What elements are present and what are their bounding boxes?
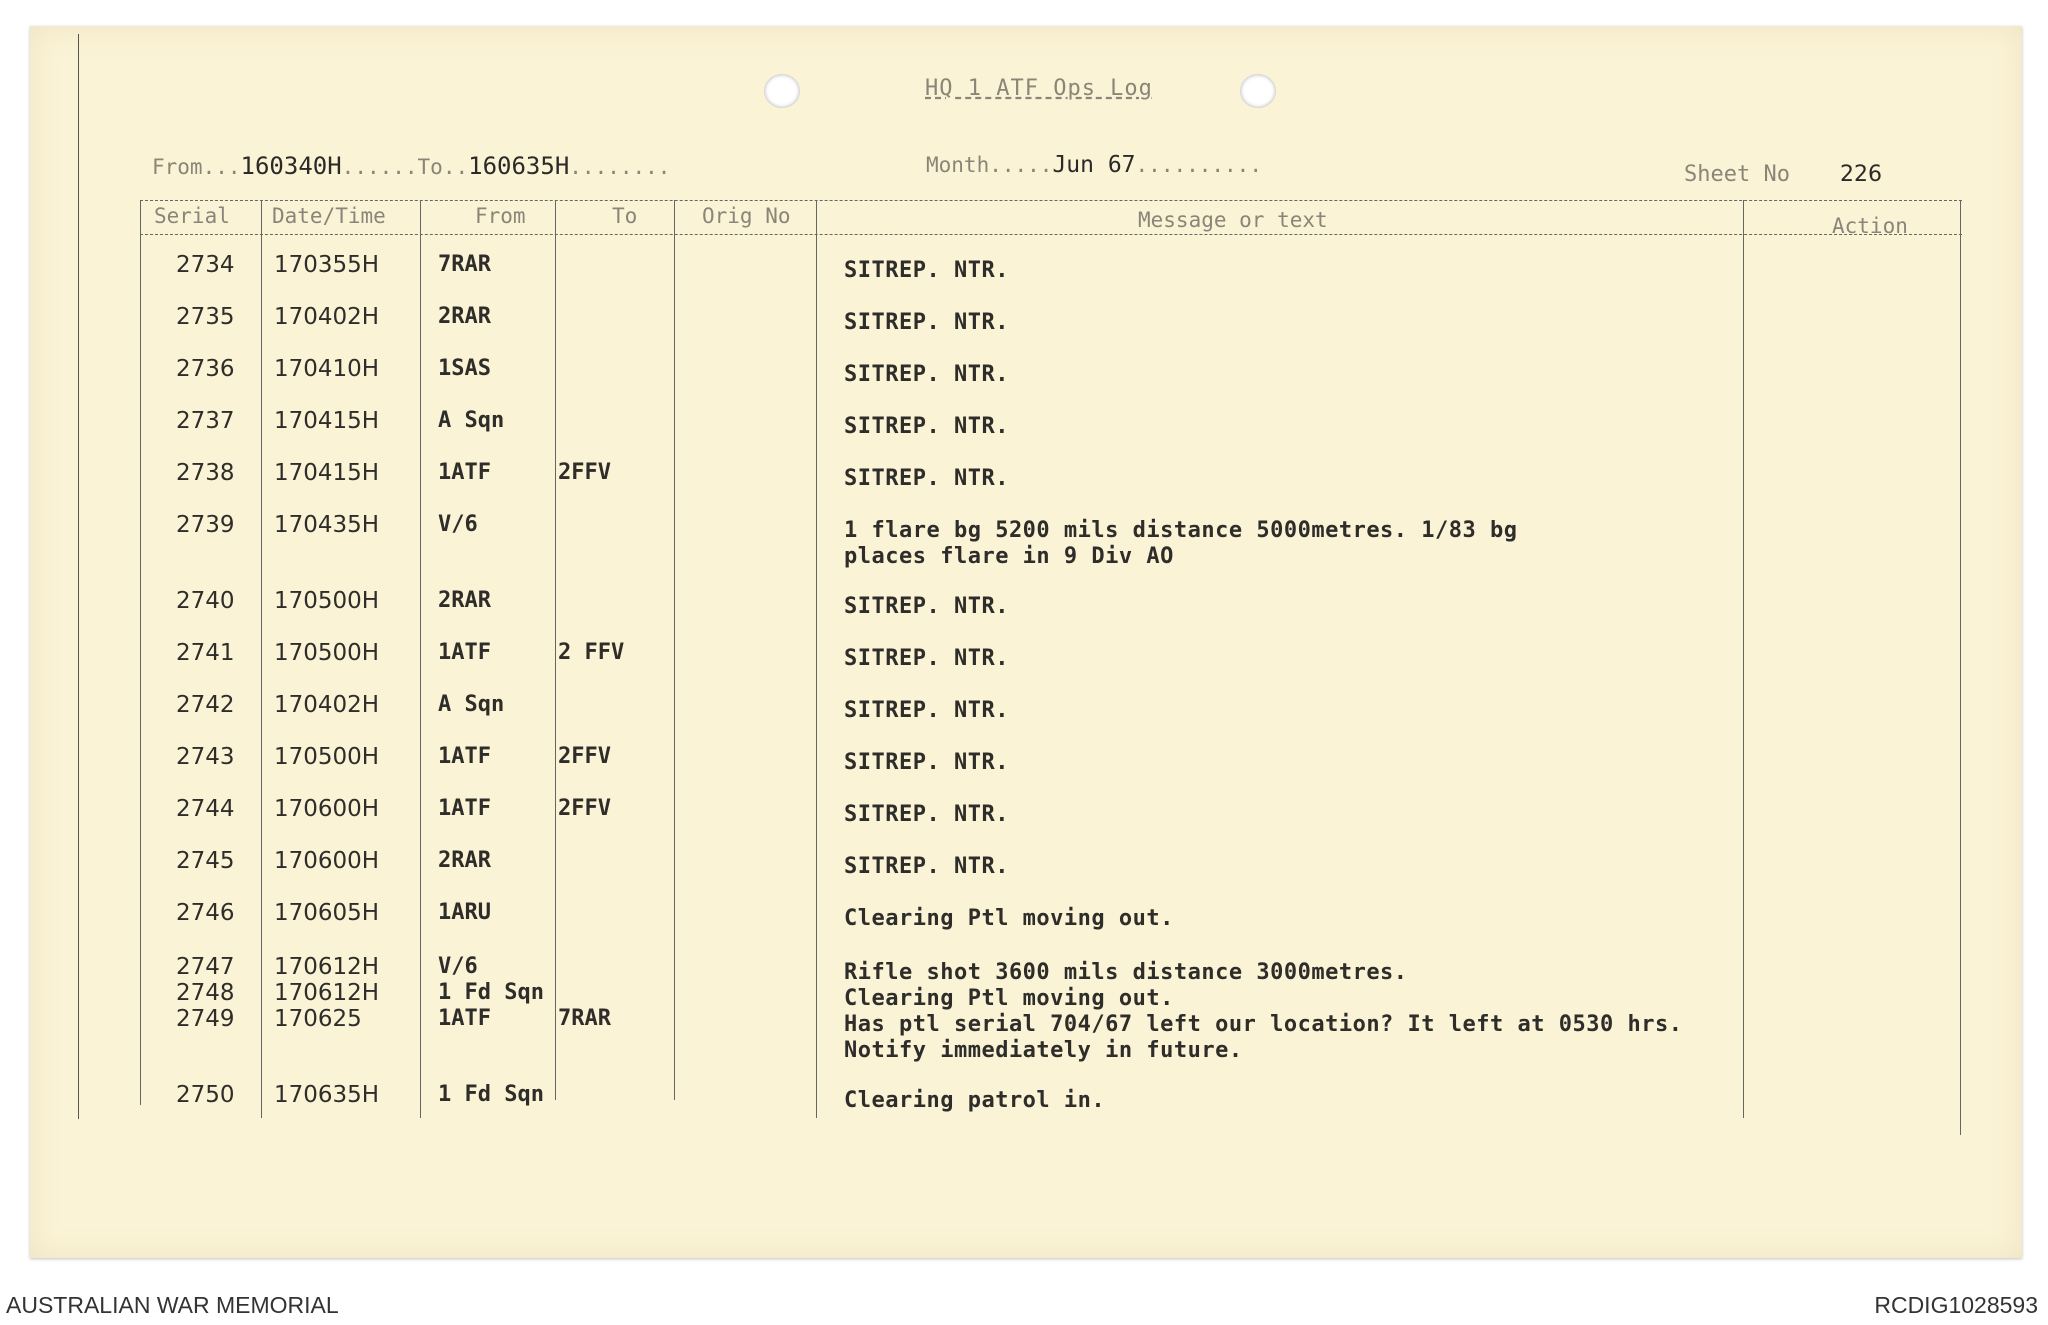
- col-head-message: Message or text: [1138, 208, 1328, 232]
- row-serial: 2749: [176, 1006, 235, 1032]
- row-datetime: 170415H: [274, 460, 380, 486]
- row-from: 1ATF: [438, 640, 491, 665]
- month-value: Jun 67: [1052, 152, 1136, 178]
- row-from: 2RAR: [438, 848, 491, 873]
- row-from: 1ATF: [438, 460, 491, 485]
- from-label: From: [152, 155, 203, 179]
- row-datetime: 170600H: [274, 796, 380, 822]
- row-message-line: SITREP. NTR.: [844, 414, 1009, 439]
- row-datetime: 170635H: [274, 1082, 380, 1108]
- row-from: A Sqn: [438, 692, 505, 717]
- row-datetime: 170415H: [274, 408, 380, 434]
- col-divider-message: [816, 200, 817, 1118]
- row-from: 2RAR: [438, 304, 491, 329]
- col-head-action: Action: [1832, 214, 1908, 238]
- to-label: To: [417, 155, 443, 179]
- row-datetime: 170625: [274, 1006, 362, 1032]
- punch-hole-left: [764, 74, 800, 108]
- row-from: A Sqn: [438, 408, 505, 433]
- row-serial: 2745: [176, 848, 235, 874]
- col-head-orig-no: Orig No: [702, 204, 791, 228]
- row-serial: 2741: [176, 640, 235, 666]
- row-from: 7RAR: [438, 252, 491, 277]
- row-serial: 2747: [176, 954, 235, 980]
- col-divider-action: [1743, 200, 1744, 1118]
- row-message-line: places flare in 9 Div AO: [844, 544, 1174, 569]
- row-from: 1SAS: [438, 356, 491, 381]
- sheet-number-field: [1684, 162, 1882, 187]
- col-divider-serial: [140, 200, 141, 1105]
- table-top-rule: [140, 200, 1962, 201]
- row-datetime: 170605H: [274, 900, 380, 926]
- row-datetime: 170402H: [274, 304, 380, 330]
- row-message-line: SITREP. NTR.: [844, 594, 1009, 619]
- col-divider-orig: [674, 200, 675, 1100]
- row-message-line: SITREP. NTR.: [844, 258, 1009, 283]
- row-datetime: 170612H: [274, 954, 380, 980]
- row-message-line: SITREP. NTR.: [844, 362, 1009, 387]
- row-message-line: Clearing Ptl moving out.: [844, 906, 1174, 931]
- row-message-line: SITREP. NTR.: [844, 310, 1009, 335]
- row-serial: 2738: [176, 460, 235, 486]
- row-from: V/6: [438, 512, 478, 537]
- table-header-rule: [140, 234, 1962, 235]
- row-from: 1ARU: [438, 900, 491, 925]
- row-message-line: SITREP. NTR.: [844, 646, 1009, 671]
- col-head-serial: Serial: [154, 204, 230, 228]
- row-serial: 2736: [176, 356, 235, 382]
- row-serial: 2740: [176, 588, 235, 614]
- col-head-from: From: [475, 204, 526, 228]
- col-divider-from: [420, 200, 421, 1118]
- row-datetime: 170402H: [274, 692, 380, 718]
- row-from: 1ATF: [438, 796, 491, 821]
- row-serial: 2746: [176, 900, 235, 926]
- row-to: 2FFV: [558, 460, 611, 485]
- row-from: 1 Fd Sqn: [438, 980, 544, 1005]
- row-message-line: SITREP. NTR.: [844, 854, 1009, 879]
- footer-archive: AUSTRALIAN WAR MEMORIAL: [6, 1292, 339, 1318]
- row-message-line: Notify immediately in future.: [844, 1038, 1243, 1063]
- row-message-line: 1 flare bg 5200 mils distance 5000metres. 1/83 bg: [844, 518, 1518, 543]
- row-serial: 2743: [176, 744, 235, 770]
- row-from: V/6: [438, 954, 478, 979]
- col-divider-datetime: [261, 200, 262, 1118]
- row-serial: 2742: [176, 692, 235, 718]
- row-datetime: 170600H: [274, 848, 380, 874]
- row-serial: 2748: [176, 980, 235, 1006]
- row-from: 1ATF: [438, 744, 491, 769]
- row-datetime: 170500H: [274, 640, 380, 666]
- sheet-label: Sheet No: [1684, 162, 1790, 187]
- row-message-line: SITREP. NTR.: [844, 750, 1009, 775]
- month-label: Month: [926, 153, 990, 177]
- row-datetime: 170355H: [274, 252, 380, 278]
- row-to: 7RAR: [558, 1006, 611, 1031]
- row-datetime: 170500H: [274, 744, 380, 770]
- sheet-value: 226: [1839, 162, 1882, 187]
- row-serial: 2744: [176, 796, 235, 822]
- col-divider-end: [1960, 200, 1961, 1135]
- footer-reference: RCDIG1028593: [1874, 1292, 2038, 1318]
- row-message-line: Clearing Ptl moving out.: [844, 986, 1174, 1011]
- row-message-line: Rifle shot 3600 mils distance 3000metres.: [844, 960, 1408, 985]
- row-message-line: Has ptl serial 704/67 left our location? It left at 0530 hrs.: [844, 1012, 1683, 1037]
- to-value: 160635H: [468, 152, 570, 180]
- row-datetime: 170612H: [274, 980, 380, 1006]
- row-from: 2RAR: [438, 588, 491, 613]
- row-serial: 2739: [176, 512, 235, 538]
- punch-hole-right: [1240, 74, 1276, 108]
- row-to: 2FFV: [558, 744, 611, 769]
- row-to: 2 FFV: [558, 640, 625, 665]
- row-serial: 2734: [176, 252, 235, 278]
- margin-line: [78, 34, 79, 1119]
- row-datetime: 170500H: [274, 588, 380, 614]
- col-divider-to: [555, 200, 556, 1100]
- row-serial: 2737: [176, 408, 235, 434]
- row-datetime: 170410H: [274, 356, 380, 382]
- row-serial: 2750: [176, 1082, 235, 1108]
- row-datetime: 170435H: [274, 512, 380, 538]
- from-value: 160340H: [240, 152, 342, 180]
- col-head-datetime: Date/Time: [272, 204, 386, 228]
- month-field: Month.....Jun 67..........: [926, 152, 1262, 178]
- row-message-line: SITREP. NTR.: [844, 802, 1009, 827]
- log-title: HQ 1 ATF Ops Log: [925, 76, 1153, 101]
- row-message-line: SITREP. NTR.: [844, 698, 1009, 723]
- row-serial: 2735: [176, 304, 235, 330]
- row-message-line: Clearing patrol in.: [844, 1088, 1106, 1113]
- row-from: 1ATF: [438, 1006, 491, 1031]
- row-to: 2FFV: [558, 796, 611, 821]
- from-field: From...160340H......To..160635H........: [152, 152, 671, 180]
- col-head-to: To: [612, 204, 638, 228]
- row-from: 1 Fd Sqn: [438, 1082, 544, 1107]
- row-message-line: SITREP. NTR.: [844, 466, 1009, 491]
